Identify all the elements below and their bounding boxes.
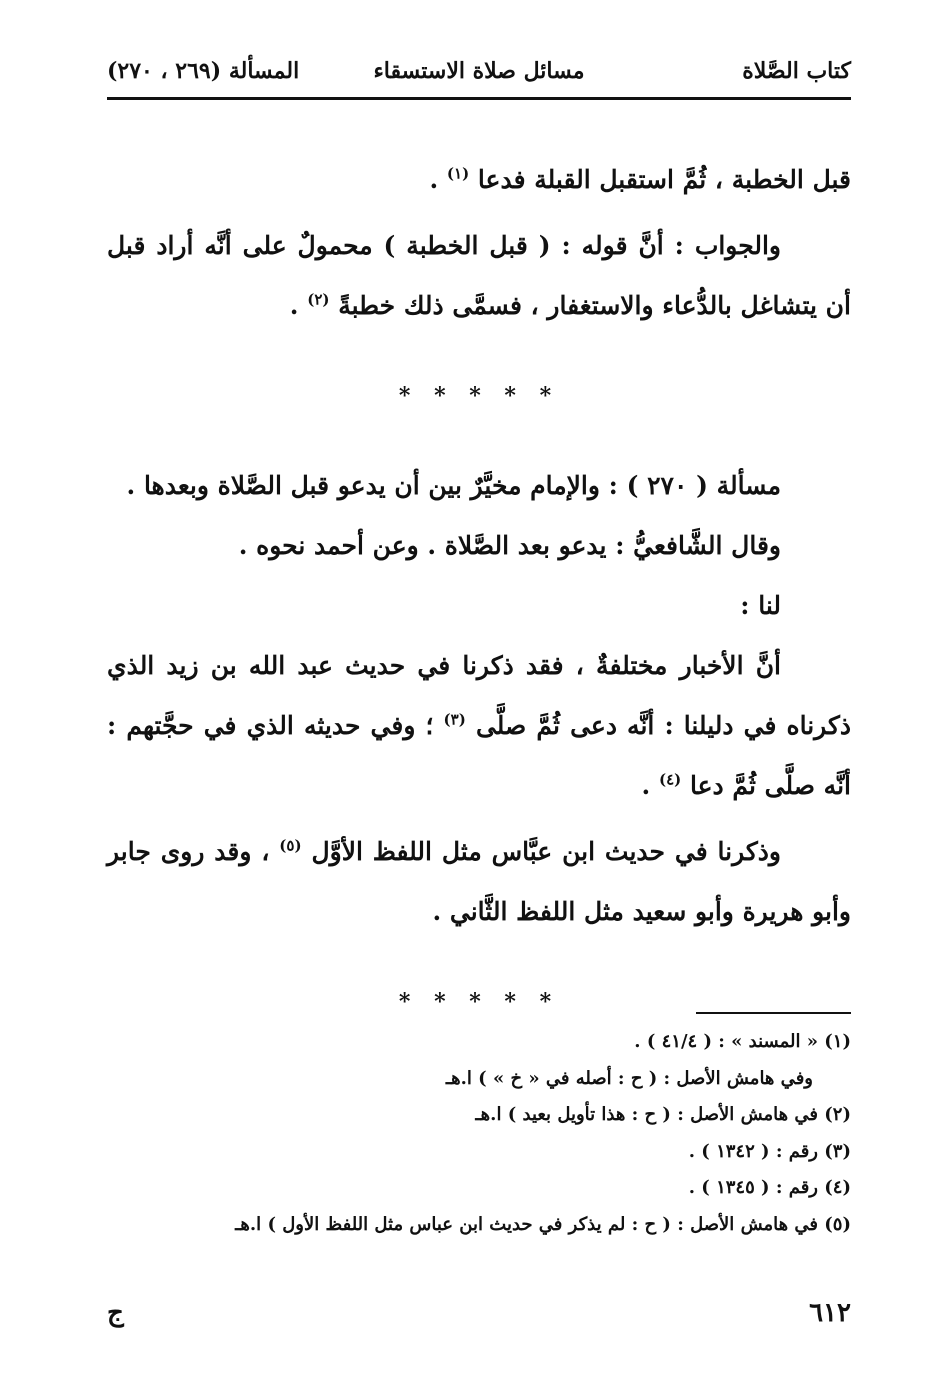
footnote-ref-1: (١) bbox=[446, 164, 470, 183]
header-book-title: كتاب الصَّلاة bbox=[742, 58, 851, 84]
footnote-1: (١) « المسند » : ( ٤١/٤ ) . bbox=[634, 1031, 851, 1052]
footnote-ref-3: (٣) bbox=[443, 710, 466, 729]
footnotes bbox=[107, 1024, 851, 1243]
footnote-4: (٤) رقم : ( ١٣٤٥ ) . bbox=[688, 1177, 851, 1198]
paragraph-shafii: وقال الشَّافعيُّ : يدعو بعد الصَّلاة . وعن أحمد نحوه . bbox=[238, 531, 781, 560]
section-divider-stars-2: * * * * * bbox=[398, 989, 560, 1015]
paragraph-evidence: أنَّ الأخبار مختلفةٌ ، فقد ذكرنا في حديث عبد الله بن زيد الذي ذكرناه في دليلنا : أنَّه دعى ثُمَّ صلَّى $^{(٣)}$ ؛ وفي حديثه الذي في حجَّتهم : أنَّه صلَّى ثُمَّ دعا $^{(٤)}$ . bbox=[107, 651, 851, 800]
running-header bbox=[107, 52, 851, 92]
footnote-2: (٢) في هامش الأصل : ( ح : هذا تأويل بعيد ) ا.هـ bbox=[475, 1104, 851, 1125]
page-number: ٦١٢ bbox=[809, 1298, 851, 1328]
footnote-1-continued: وفي هامش الأصل : ( ح : أصله في « خ » ) ا.هـ bbox=[445, 1067, 813, 1089]
footnote-ref-5: (٥) bbox=[279, 836, 302, 855]
paragraph-lana: لنا : bbox=[740, 591, 781, 620]
section-divider-stars: * * * * * bbox=[398, 383, 560, 409]
signature-mark: ج bbox=[107, 1298, 124, 1328]
header-rule bbox=[107, 97, 851, 100]
paragraph-ibn-abbas: وذكرنا في حديث ابن عبَّاس مثل اللفظ الأوَّل $^{(٥)}$ ، وقد روى جابر وأبو هريرة وأبو سعيد مثل اللفظ الثَّاني . bbox=[107, 836, 851, 926]
main-text bbox=[107, 150, 851, 1062]
paragraph-2: والجواب : أنَّ قوله : ( قبل الخطبة ) محمولٌ على أنَّه أراد قبل أن يتشاغل بالدُّعاء والاستغفار ، فسمَّى ذلك خطبةً $^{(٢)}$ . bbox=[107, 231, 851, 320]
header-issue-range: المسألة (٢٦٩ ، ٢٧٠) bbox=[107, 58, 300, 84]
issue-270-heading: مسألة ( ٢٧٠ ) : والإمام مخيَّرٌ بين أن يدعو قبل الصَّلاة وبعدها . bbox=[126, 471, 781, 500]
footnote-ref-2: (٢) bbox=[307, 290, 330, 309]
header-chapter-title: مسائل صلاة الاستسقاء bbox=[373, 58, 585, 84]
footnote-3: (٣) رقم : ( ١٣٤٢ ) . bbox=[688, 1140, 851, 1162]
footnote-rule bbox=[696, 1012, 851, 1014]
footnote-ref-4: (٤) bbox=[658, 770, 682, 789]
paragraph-1: قبل الخطبة ، ثُمَّ استقبل القبلة فدعا $^{(١)}$ . bbox=[429, 164, 851, 194]
footnote-5: (٥) في هامش الأصل : ( ح : لم يذكر في حديث ابن عباس مثل اللفظ الأول ) ا.هـ bbox=[235, 1213, 851, 1235]
